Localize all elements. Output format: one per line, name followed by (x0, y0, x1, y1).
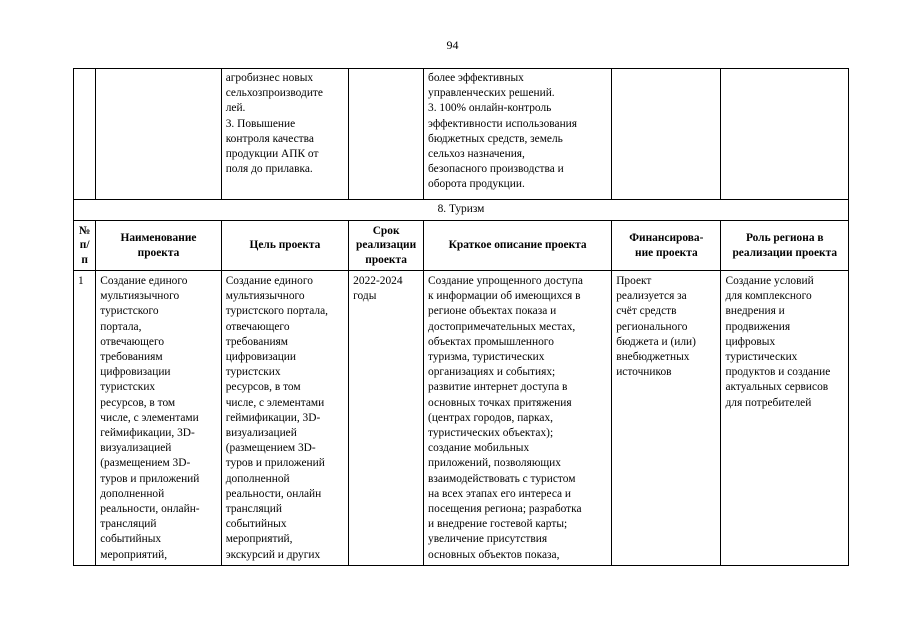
cell-description: Создание упрощенного доступа к информации об имеющихся в регионе объектах показа и достопримечательных местах, объектах промышленного туризма, туристических организациях и событиях; развитие интернет доступа в основных точках притяжения (центрах городов, парках, туристических объектах); создание мобильных приложений, позволяющих взаимодействовать с туристом на всех этапах его интереса и посещения региона; разработка и внедрение гостевой карты; увеличение присутствия основных объектов показа, (424, 271, 612, 566)
cont-cell-term (349, 69, 424, 200)
cell-role: Создание условий для комплексного внедрения и продвижения цифровых туристических продуктов и создание актуальных сервисов для потребителей (721, 271, 849, 566)
cont-cell-num (74, 69, 96, 200)
cont-cell-role (721, 69, 849, 200)
header-term: Срок реализации проекта (349, 221, 424, 271)
header-row (74, 221, 849, 271)
continuation-row (74, 69, 849, 200)
header-name: Наименование проекта (96, 221, 221, 271)
projects-table (73, 68, 849, 566)
cell-num: 1 (74, 271, 96, 566)
table-row (74, 271, 849, 566)
header-goal: Цель проекта (221, 221, 348, 271)
cont-cell-goal: агробизнес новых сельхозпроизводите лей. 3. Повышение контроля качества продукции АПК от поля до прилавка. (221, 69, 348, 200)
cell-financing: Проект реализуется за счёт средств регионального бюджета и (или) внебюджетных источников (612, 271, 721, 566)
header-description: Краткое описание проекта (424, 221, 612, 271)
cont-cell-description: более эффективных управленческих решений. 3. 100% онлайн-контроль эффективности использования бюджетных средств, земель сельхоз назначения, безопасного производства и оборота продукции. (424, 69, 612, 200)
cont-cell-name (96, 69, 221, 200)
header-num: № п/ п (74, 221, 96, 271)
cell-goal: Создание единого мультиязычного туристского портала, отвечающего требованиям цифровизации туристских ресурсов, в том числе, с элементами геймификации, 3D- визуализацией (размещением 3D- туров и приложений дополненной реальности, онлайн трансляций событийных мероприятий, экскурсий и других (221, 271, 348, 566)
section-row (74, 200, 849, 221)
page-number: 94 (446, 38, 459, 52)
cell-term: 2022-2024 годы (349, 271, 424, 566)
section-title: 8. Туризм (74, 200, 849, 221)
header-role: Роль региона в реализации проекта (721, 221, 849, 271)
header-financing: Финансирова- ние проекта (612, 221, 721, 271)
cell-name: Создание единого мультиязычного туристского портала, отвечающего требованиям цифровизации туристских ресурсов, в том числе, с элементами геймификации, 3D- визуализацией (размещением 3D- туров и приложений дополненной реальности, онлайн- трансляций событийных мероприятий, (96, 271, 221, 566)
cont-cell-financing (612, 69, 721, 200)
